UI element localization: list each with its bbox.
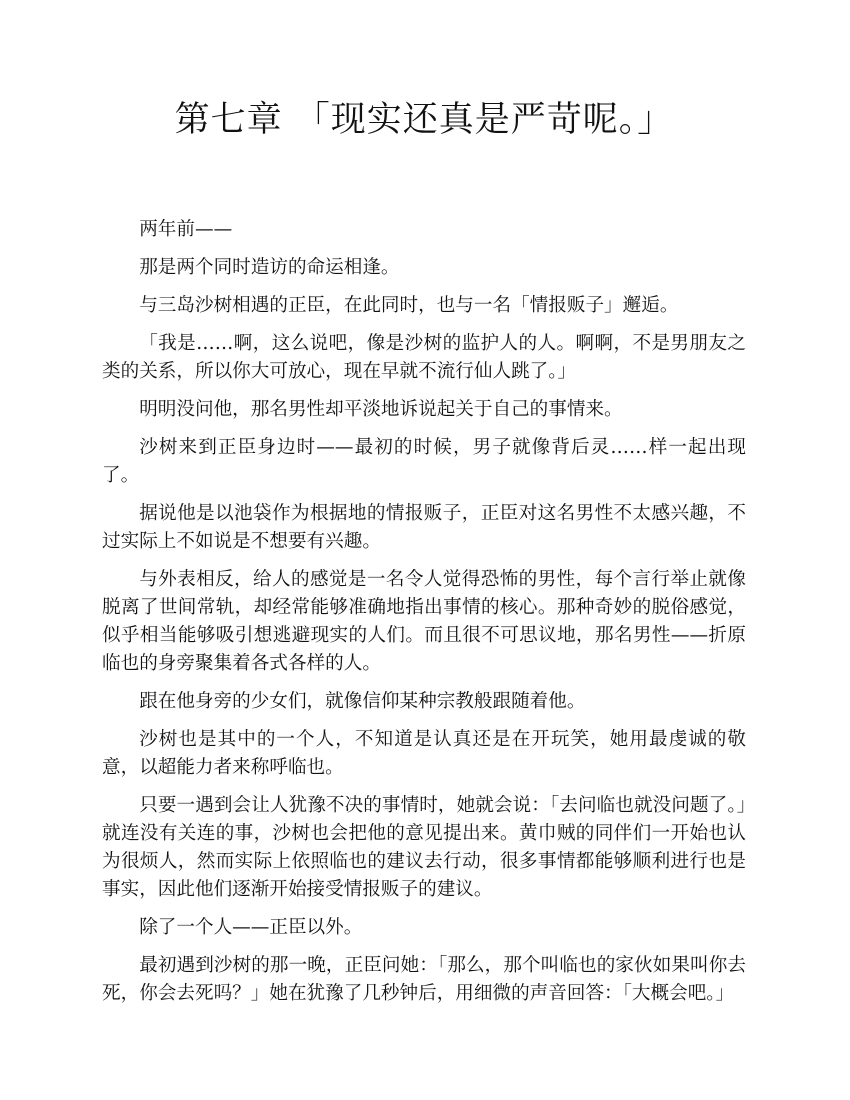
paragraph-3: 与三岛沙树相遇的正臣，在此同时，也与一名「情报贩子」邂逅。 [139,295,679,316]
paragraph-10: 沙树也是其中的一个人，不知道是认真还是在开玩笑，她用最虔诚的敬意，以超能力者来称呼临也。 [102,729,746,778]
paragraph-12: 除了一个人——正臣以外。 [139,917,363,938]
paragraph-13: 最初遇到沙树的那一晚，正臣问她：「那么，那个叫临也的家伙如果叫你去死，你会去死吗？」她在犹豫了几秒钟后，用细微的声音回答：「大概会吧。」 [102,955,746,1004]
paragraph-8: 与外表相反，给人的感觉是一名令人觉得恐怖的男性，每个言行举止就像脱离了世间常轨，却经常能够准确地指出事情的核心。那种奇妙的脱俗感觉，似乎相当能够吸引想逃避现实的人们。而且很不可思议地，那名男性——折原临也的身旁聚集着各式各样的人。 [102,569,746,674]
paragraph-9: 跟在他身旁的少女们，就像信仰某种宗教般跟随着他。 [139,691,586,712]
paragraph-5: 明明没问他，那名男性却平淡地诉说起关于自己的事情来。 [139,399,623,420]
chapter-body [102,216,746,1008]
chapter-title: 第七章 「现实还真是严苛呢。」 [174,100,674,140]
paragraph-11: 只要一遇到会让人犹豫不决的事情时，她就会说：「去问临也就没问题了。」就连没有关连的事，沙树也会把他的意见提出来。黄巾贼的同伴们一开始也认为很烦人，然而实际上依照临也的建议去行动，很多事情都能够顺利进行也是事实，因此他们逐渐开始接受情报贩子的建议。 [102,795,746,900]
paragraph-2: 那是两个同时造访的命运相逢。 [139,257,400,278]
paragraph-1: 两年前—— [139,219,233,240]
paragraph-7: 据说他是以池袋作为根据地的情报贩子，正臣对这名男性不太感兴趣，不过实际上不如说是不想要有兴趣。 [102,503,746,552]
paragraph-4: 「我是……啊，这么说吧，像是沙树的监护人的人。啊啊，不是男朋友之类的关系，所以你大可放心，现在早就不流行仙人跳了。」 [102,333,746,382]
paragraph-6: 沙树来到正臣身边时——最初的时候，男子就像背后灵……样一起出现了。 [102,437,746,486]
